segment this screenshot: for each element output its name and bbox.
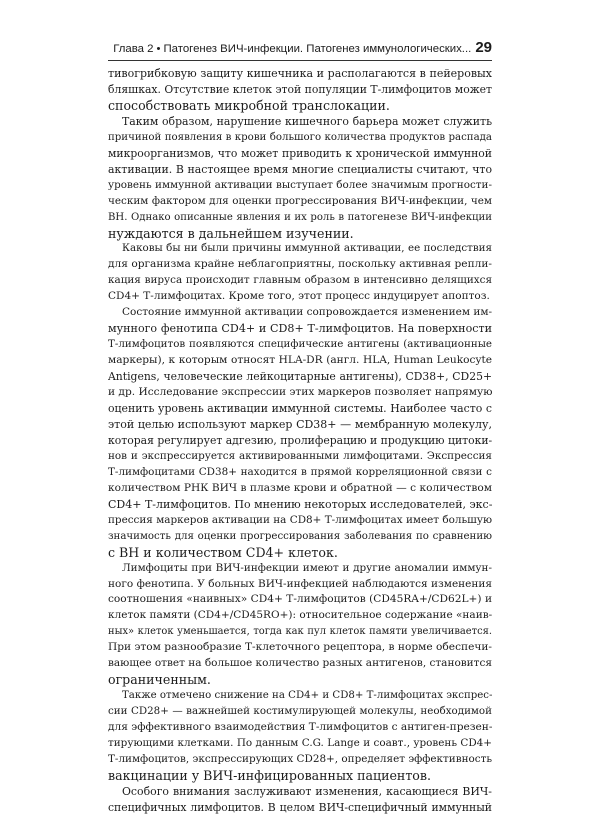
text-line: Т-лимфоцитов, экспрессирующих CD28+, определяет эффективность — [108, 752, 492, 765]
text-line: ных» клеток уменьшается, тогда как пул клеток памяти увеличивается. — [108, 626, 492, 638]
text-line: оценить уровень активации иммунной системы. Наиболее часто с — [108, 402, 492, 416]
text-line: нуждаются в дальнейшем изучении. — [108, 225, 354, 241]
text-line: сии CD28+ — важнейшей костимулирующей молекулы, необходимой — [108, 705, 492, 718]
text-line: При этом разнообразие Т-клеточного рецептора, в норме обеспечи- — [108, 641, 492, 654]
text-line: Состояние иммунной активации сопровождается изменением им- — [122, 306, 492, 319]
text-line: соотношения «наивных» CD4+ Т-лимфоцитов (CD45RA+/CD62L+) и — [108, 593, 492, 606]
text-line: ВН. Однако описанные явления и их роль в патогенезе ВИЧ-инфекции — [108, 211, 492, 223]
paragraph — [108, 784, 492, 816]
text-line: для организма крайне неблагоприятны, поскольку активная репли- — [108, 258, 492, 271]
text-line: CD4+ Т-лимфоцитах. Кроме того, этот процесс индуцирует апоптоз. — [108, 290, 490, 303]
page-number: 29 — [475, 39, 492, 56]
text-line: маркеры), к которым относят HLA-DR (англ. HLA, Human Leukocyte — [108, 354, 492, 367]
text-line: тирующими клетками. По данным C.G. Lange и соавт., уровень CD4+ — [108, 737, 492, 750]
paragraph — [108, 241, 492, 305]
text-line: способствовать микробной транслокации. — [108, 97, 390, 113]
text-line: тивогрибковую защиту кишечника и располагаются в пейеровых — [108, 67, 492, 80]
text-line: CD4+ Т-лимфоцитов. По мнению некоторых исследователей, экс- — [108, 497, 492, 511]
paragraph — [108, 561, 492, 689]
text-line: бляшках. Отсутствие клеток этой популяции Т-лимфоцитов может — [108, 82, 492, 96]
text-line: микроорганизмов, что может приводить к хронической иммунной — [108, 146, 492, 160]
header-separator: • — [156, 43, 161, 55]
text-line: вающее ответ на большое количество разных антигенов, становится — [108, 657, 492, 670]
chapter-label: Глава 2 — [113, 43, 154, 55]
text-line: этой целью используют маркер CD38+ — мембранную молекулу, — [108, 417, 492, 431]
text-line: Таким образом, нарушение кишечного барьера может служить — [122, 114, 492, 128]
text-line: ограниченным. — [108, 672, 211, 688]
running-header — [108, 40, 492, 61]
text-line: активации. В настоящее время многие специалисты считают, что — [108, 162, 492, 176]
body-text — [108, 66, 492, 816]
text-line: количеством РНК ВИЧ в плазме крови и обратной — с количеством — [108, 481, 492, 494]
text-line: прессия маркеров активации на CD8+ Т-лимфоцитах имеет большую — [108, 513, 492, 526]
text-line: Особого внимания заслуживают изменения, касающиеся ВИЧ- — [122, 784, 492, 798]
text-line: для эффективного взаимодействия Т-лимфоцитов с антиген-презен- — [108, 721, 492, 734]
text-line: причиной появления в крови большого количества продуктов распада — [108, 131, 492, 143]
text-line: мунного фенотипа CD4+ и CD8+ Т-лимфоцитов. На поверхности — [108, 322, 492, 336]
text-line: клеток памяти (CD4+/CD45RO+): относительное содержание «наив- — [108, 609, 492, 622]
text-line: ного фенотипа. У больных ВИЧ-инфекцией наблюдаются изменения — [108, 577, 492, 590]
paragraph — [108, 688, 492, 784]
text-line: Каковы бы ни были причины иммунной активации, ее последствия — [122, 242, 492, 255]
text-line: вакцинации у ВИЧ-инфицированных пациентов. — [108, 767, 431, 783]
text-line: значимость для оценки прогрессирования заболевания по сравнению — [108, 530, 492, 542]
text-line: кация вируса происходит главным образом в интенсивно делящихся — [108, 274, 492, 287]
text-line: Т-лимфоцитами CD38+ находится в прямой корреляционной связи с — [108, 465, 492, 478]
text-line: специфичных лимфоцитов. В целом ВИЧ-специфичный иммунный — [108, 800, 492, 814]
text-line: с ВН и количеством CD4+ клеток. — [108, 544, 338, 560]
text-line: нов и экспрессируется активированными лимфоцитами. Экспрессия — [108, 449, 492, 462]
paragraph — [108, 114, 492, 242]
chapter-title: Патогенез ВИЧ-инфекции. Патогенез иммунологических... — [163, 43, 472, 55]
text-line: уровень иммунной активации выступает более значимым прогности- — [108, 178, 492, 191]
text-line: Т-лимфоцитов появляются специфические антигены (активационные — [108, 338, 492, 351]
text-line: Также отмечено снижение на CD4+ и CD8+ Т-лимфоцитах экспрес- — [122, 690, 492, 702]
paragraph — [108, 66, 492, 114]
text-line: которая регулирует адгезию, пролиферацию и продукцию цитоки- — [108, 433, 492, 447]
text-line: Antigens, человеческие лейкоцитарные антигены), CD38+, CD25+ — [108, 370, 492, 384]
text-line: Лимфоциты при ВИЧ-инфекции имеют и другие аномалии иммун- — [122, 561, 492, 574]
text-line: ческим фактором для оценки прогрессирования ВИЧ-инфекции, чем — [108, 194, 492, 207]
paragraph — [108, 305, 492, 560]
text-line: и др. Исследование экспрессии этих маркеров позволяет напрямую — [108, 386, 492, 399]
